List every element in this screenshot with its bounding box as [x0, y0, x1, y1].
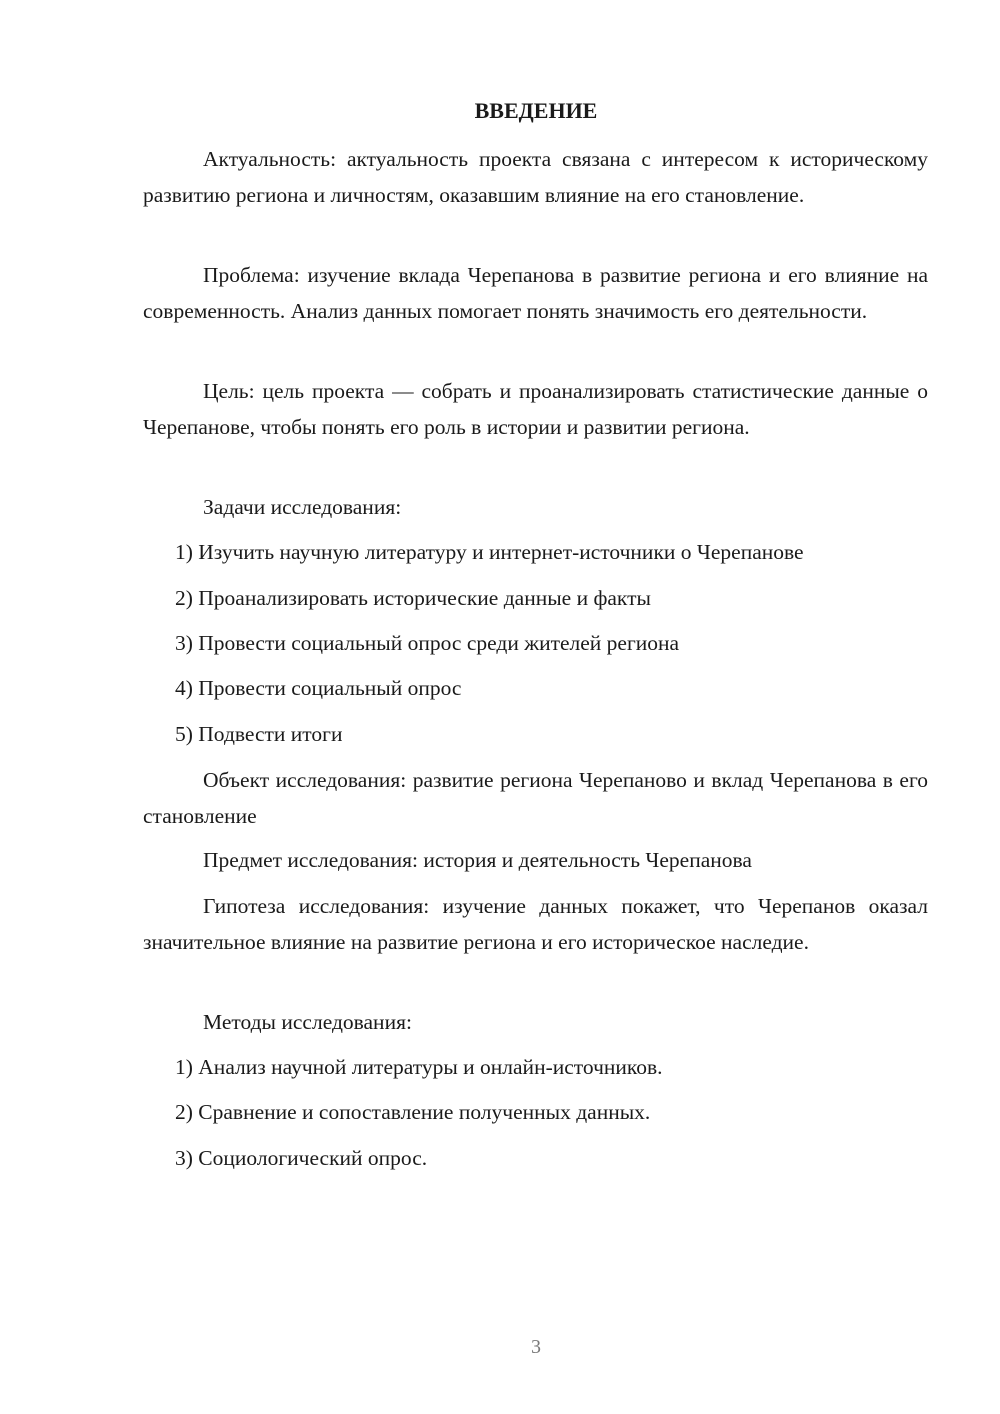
subject-line: Предмет исследования: история и деятельность Черепанова — [203, 848, 752, 872]
relevance-paragraph: Актуальность: актуальность проекта связана с интересом к историческому развитию региона и личностям, оказавшим влияние на его становление. — [143, 147, 928, 207]
goal-paragraph: Цель: цель проекта — собрать и проанализировать статистические данные о Черепанове, чтобы понять его роль в истории и развитии региона. — [143, 379, 928, 439]
methods-heading: Методы исследования: — [203, 1010, 412, 1034]
hypothesis-paragraph: Гипотеза исследования: изучение данных покажет, что Черепанов оказал значительное влияние на развитие региона и его историческое наследие. — [143, 894, 928, 954]
page-title: ВВЕДЕНИЕ — [474, 98, 598, 123]
task-item: 1) Изучить научную литературу и интернет-источники о Черепанове — [175, 540, 804, 564]
task-item: 4) Провести социальный опрос — [175, 676, 462, 700]
page-number: 3 — [531, 1336, 541, 1358]
method-item: 1) Анализ научной литературы и онлайн-источников. — [175, 1055, 663, 1079]
task-item: 5) Подвести итоги — [175, 722, 343, 746]
method-item: 3) Социологический опрос. — [175, 1146, 428, 1170]
task-item: 2) Проанализировать исторические данные и факты — [175, 586, 651, 610]
problem-paragraph: Проблема: изучение вклада Черепанова в развитие региона и его влияние на современность. Анализ данных помогает понять значимость его деятельности. — [143, 263, 928, 323]
task-item: 3) Провести социальный опрос среди жителей региона — [175, 631, 680, 655]
method-item: 2) Сравнение и сопоставление полученных данных. — [175, 1100, 651, 1124]
object-paragraph: Объект исследования: развитие региона Черепаново и вклад Черепанова в его становление — [143, 768, 928, 828]
tasks-heading: Задачи исследования: — [203, 495, 402, 519]
